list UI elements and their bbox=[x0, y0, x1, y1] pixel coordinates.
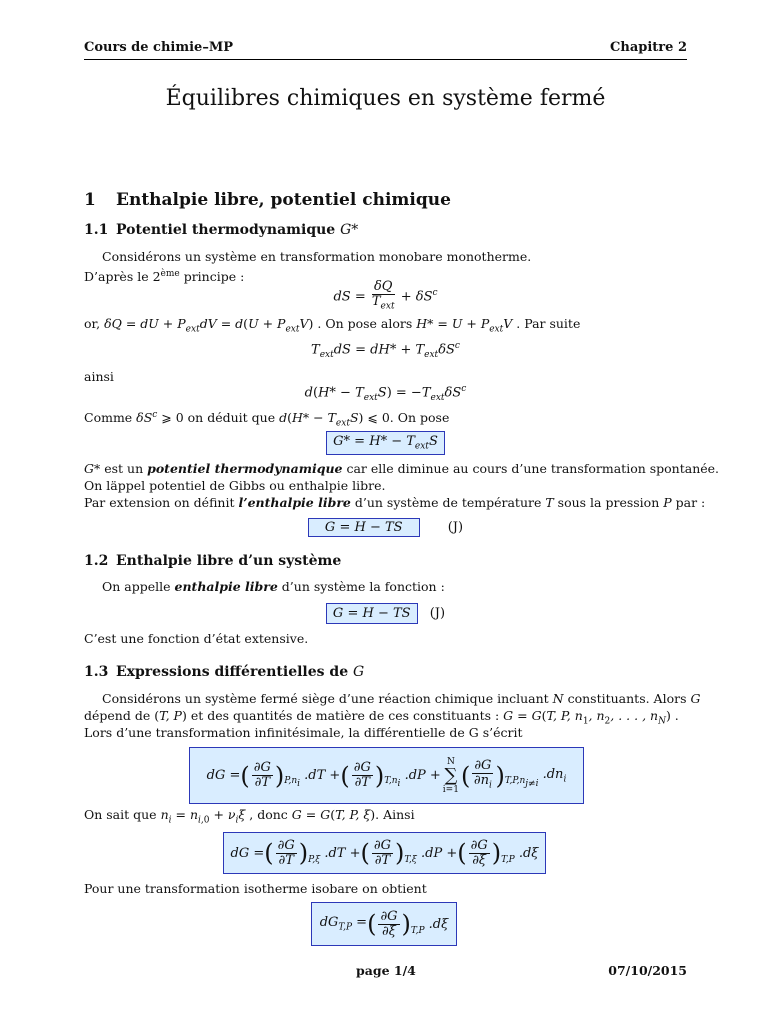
header-course: Cours de chimie–MP bbox=[84, 40, 233, 55]
section-title: Enthalpie libre, potentiel chimique bbox=[116, 190, 451, 210]
paragraph-ni: On sait que $n_i = n_{i,0} + \nu_i\xi$ , donc G = G(T, P, ξ). Ainsi bbox=[84, 807, 415, 826]
paragraph-ainsi: ainsi bbox=[84, 369, 114, 384]
paragraph-infinitesimale: Lors d’une transformation infinitésimale, la différentielle de G s’écrit bbox=[84, 725, 523, 740]
equation-dg-full-box: dG = ( $\frac{\partial G}{\partial T}$ ) $_{P,n_i}$ .dT + ( $\frac{\partial G}{\partial T}$ ) $_{T,n_i}$ .dP + N ∑ i=1 ( $\frac{\partial G}{\partial n_i}$ ) $_{T,P,n_{j\ne i}}$ $.dn_i$ bbox=[189, 747, 584, 804]
page-title: Équilibres chimiques en système fermé bbox=[165, 86, 606, 111]
paragraph-extension: Par extension on définit l’enthalpie libre d’un système de température T sous la pression P par : bbox=[84, 495, 706, 510]
paragraph-comme: Comme $\delta S^c$ ⩾ 0 on déduit que $d(H* - T_{ext}S)$ ⩽ 0. On pose bbox=[84, 410, 450, 429]
subsection-symbol: G* bbox=[340, 222, 359, 238]
header-chapter: Chapitre 2 bbox=[610, 40, 687, 55]
unit-label: (J) bbox=[447, 520, 464, 535]
section-number: 1 bbox=[84, 190, 96, 210]
paragraph-principle: D’après le 2ème principe : bbox=[84, 269, 245, 285]
section-1-heading bbox=[84, 190, 451, 210]
equation-dh-minus: $d(H* - T_{ext}S) = -T_{ext}\delta S^c$ bbox=[304, 384, 467, 403]
paragraph-dq: or, δQ = dU + $P_{ext}dV = d(U + P_{ext}V)$ . On pose alors $H* = U + P_{ext}V$ . Par suite bbox=[84, 316, 581, 335]
subsection-1-2-heading: 1.2 Enthalpie libre d’un système bbox=[84, 553, 342, 569]
equation-dg-xi-box: dG = ( $\frac{\partial G}{\partial T}$ ) $_{P,\xi}$ .dT + ( $\frac{\partial G}{\partial T}$ ) $_{T,\xi}$ .dP + ( $\frac{\partial G}{\partial\xi}$ ) $_{T,P}$ .dξ bbox=[223, 832, 546, 874]
subsection-number: 1.1 bbox=[84, 222, 109, 238]
paragraph-depend: dépend de (T, P) et des quantités de matière de ces constituants : G = G(T, P, $n_1$, $n_2$, . . . , $n_N$) . bbox=[84, 708, 679, 727]
paragraph-systeme: Considérons un système fermé siège d’une réaction chimique incluant N constituants. Alors G bbox=[102, 691, 701, 706]
equation-dg-tp-box: $dG_{T,P}$ = ( $\frac{\partial G}{\partial\xi}$ ) $_{T,P}$ .dξ bbox=[311, 902, 457, 946]
subsection-1-3-heading: 1.3 Expressions différentielles de G bbox=[84, 664, 365, 680]
paragraph-appelle: On appelle enthalpie libre d’un système la fonction : bbox=[102, 579, 445, 594]
unit-label: (J) bbox=[429, 606, 446, 621]
document-page bbox=[84, 0, 720, 1024]
equation-ds: dS = $\frac{\delta Q}{T_{ext}}$ + $\delta S^c$ bbox=[333, 279, 438, 312]
equation-g-box-2: G = H − TS (J) bbox=[84, 603, 687, 624]
subsection-1-1-heading bbox=[84, 222, 358, 238]
paragraph-intro: Considérons un système en transformation monobare monotherme. bbox=[102, 249, 532, 264]
equation-g-box-1: G = H − TS (J) bbox=[84, 518, 687, 537]
paragraph-gibbs: On läppel potentiel de Gibbs ou enthalpie libre. bbox=[84, 478, 386, 493]
footer-page-number: page 1/4 bbox=[356, 963, 416, 978]
paragraph-potentiel: G* est un potentiel thermodynamique car elle diminue au cours d’une transformation spontanée. bbox=[84, 461, 720, 476]
equation-gstar-box: $G* = H* - T_{ext}S$ bbox=[84, 431, 687, 455]
header-rule bbox=[84, 59, 687, 60]
paragraph-isotherme: Pour une transformation isotherme isobare on obtient bbox=[84, 881, 427, 896]
subsection-title: Potentiel thermodynamique bbox=[116, 222, 336, 238]
footer-date: 07/10/2015 bbox=[608, 963, 687, 978]
paragraph-extensive: C’est une fonction d’état extensive. bbox=[84, 631, 309, 646]
equation-tds: $T_{ext}dS = dH* + T_{ext}\delta S^c$ bbox=[311, 341, 460, 360]
